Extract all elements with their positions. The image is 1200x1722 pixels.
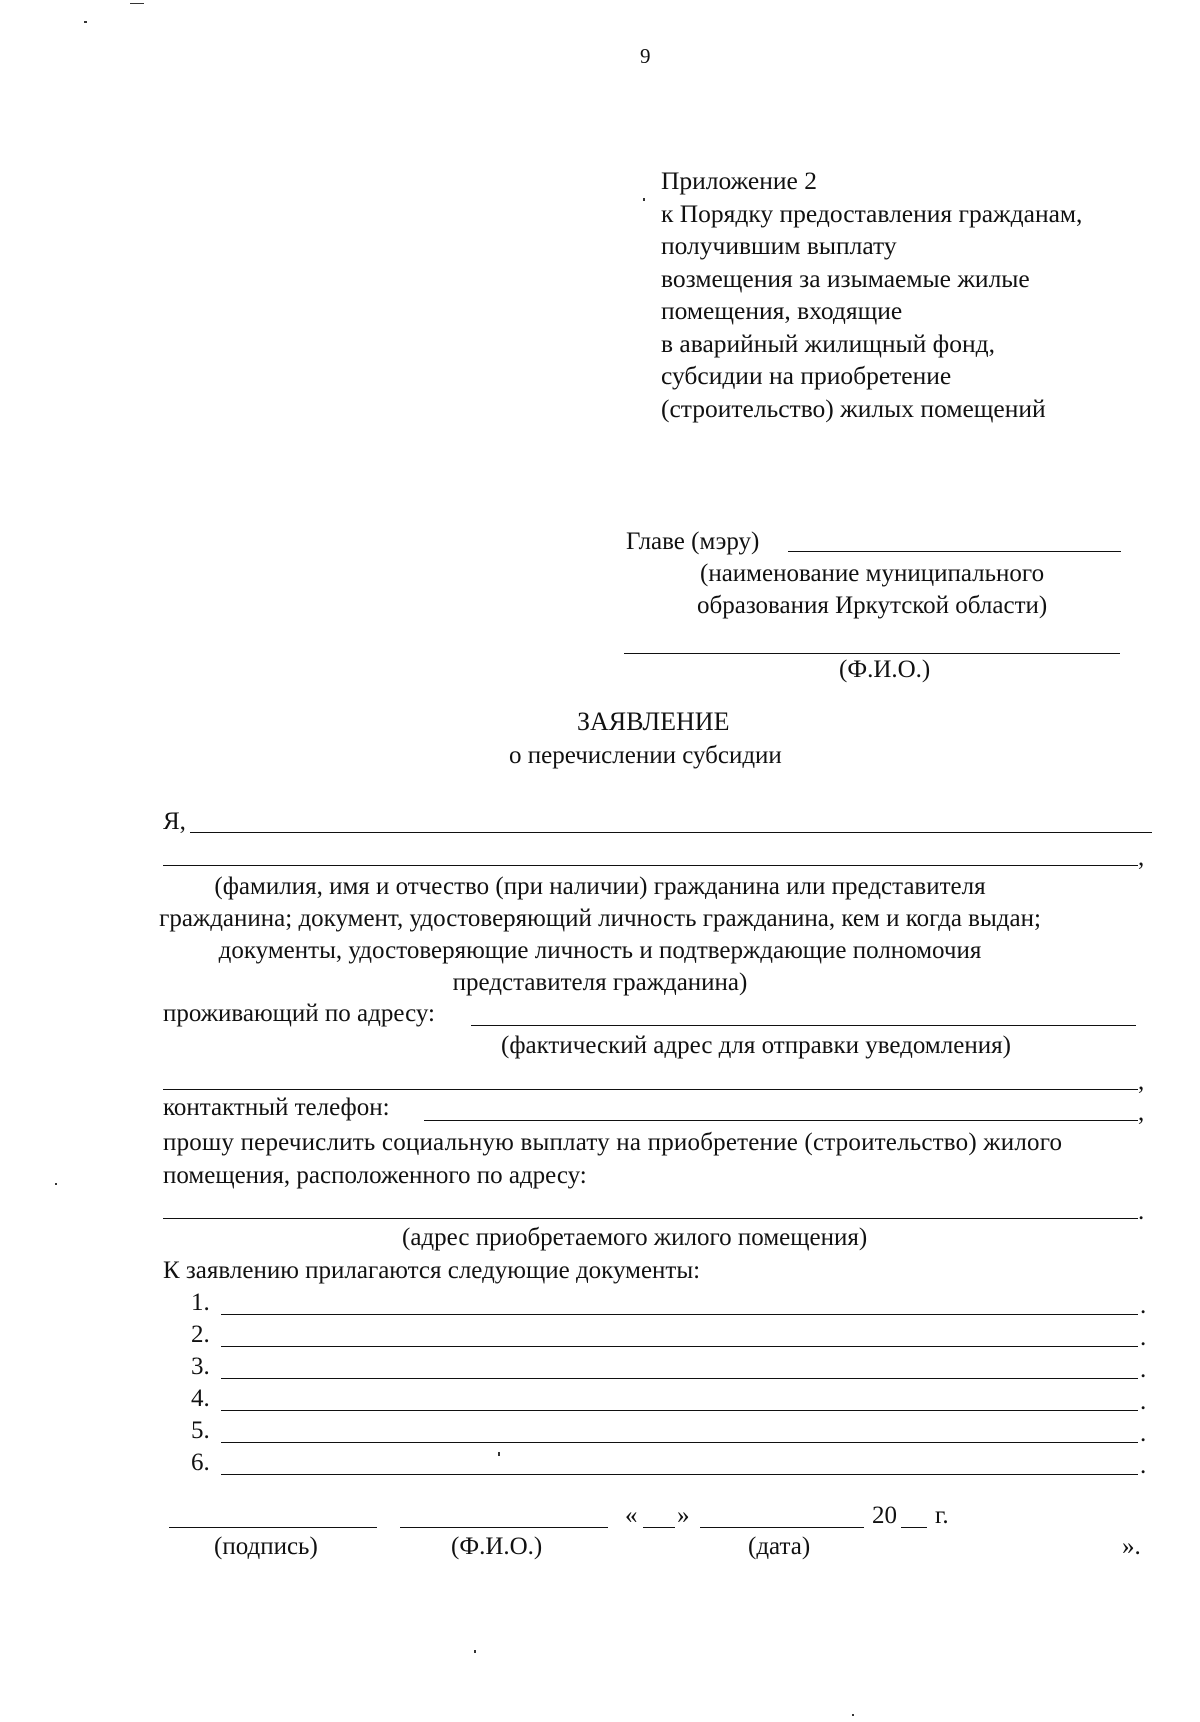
request-line-2: помещения, расположенного по адресу: [163,1162,587,1189]
addressee-label: Главе (мэру) [626,528,760,555]
document-item-number: 6. [191,1449,210,1476]
closing-mark: ». [1122,1533,1141,1560]
residence-hint: (фактический адрес для отправки уведомления) [501,1032,1011,1059]
signature-field[interactable] [169,1527,377,1528]
appendix-line: к Порядку предоставления гражданам, [661,198,1083,228]
document-item-field-1[interactable] [221,1314,1138,1315]
appendix-line: (строительство) жилых помещений [661,393,1046,423]
document-item-field-4[interactable] [221,1410,1138,1411]
scan-speck [474,1650,476,1653]
phone-comma: , [1138,1099,1145,1126]
document-item-number: 5. [191,1417,210,1444]
applicant-hint-4: представителя гражданина) [452,969,748,996]
appendix-line: получившим выплату [661,231,897,260]
applicant-name-field[interactable] [190,832,1152,833]
property-address-hint: (адрес приобретаемого жилого помещения) [402,1224,868,1251]
scan-speck [498,1452,500,1456]
document-item-number: 4. [191,1385,210,1412]
documents-label: К заявлению прилагаются следующие документы: [163,1257,701,1284]
page-number: 9 [640,44,651,68]
applicant-prefix: Я, [163,808,186,835]
appendix-header [661,165,1082,425]
residence-address-field[interactable] [471,1025,1136,1026]
document-item-period: . [1140,1452,1147,1479]
document-item-period: . [1140,1324,1147,1351]
scan-speck [55,1183,57,1185]
property-address-field[interactable] [163,1218,1138,1219]
date-year-suffix: г. [935,1502,949,1529]
applicant-name-field-2[interactable] [163,865,1138,866]
document-item-field-5[interactable] [221,1442,1138,1443]
document-item-number: 3. [191,1353,210,1380]
appendix-line: Приложение 2 [661,166,817,195]
appendix-line: субсидии на приобретение [661,361,952,390]
date-quote-close: » [677,1502,690,1529]
request-line-1: прошу перечислить социальную выплату на приобретение (строительство) жилого [163,1129,1063,1156]
municipality-hint-2: образования Иркутской области) [697,592,1048,619]
document-item-number: 1. [191,1289,210,1316]
date-hint: (дата) [748,1533,811,1560]
document-item-field-3[interactable] [221,1378,1138,1379]
appendix-line: возмещения за изымаемые жилые [661,263,1030,293]
document-item-period: . [1140,1356,1147,1383]
document-title: ЗАЯВЛЕНИЕ [577,707,730,736]
applicant-comma: , [1138,844,1145,871]
signature-hint: (подпись) [214,1533,318,1560]
residence-comma: , [1138,1068,1145,1095]
date-year-prefix: 20 [872,1502,897,1529]
scan-speck [852,1714,854,1716]
applicant-hint-2: гражданина; документ, удостоверяющий личность гражданина, кем и когда выдан; [159,905,1041,932]
document-item-period: . [1140,1420,1147,1447]
scan-speck [643,198,645,201]
document-item-field-6[interactable] [221,1474,1138,1475]
date-year-field[interactable] [901,1527,927,1528]
appendix-line: в аварийный жилищный фонд, [661,328,995,358]
signature-fio-hint: (Ф.И.О.) [451,1533,543,1560]
applicant-hint-3: документы, удостоверяющие личность и подтверждающие полномочия [218,937,982,964]
scan-speck [130,3,144,4]
document-item-period: . [1140,1292,1147,1319]
mayor-name-field[interactable] [788,551,1121,552]
signature-fio-field[interactable] [400,1527,608,1528]
applicant-hint-1: (фамилия, имя и отчество (при наличии) гражданина или представителя [214,873,986,900]
residence-address-field-2[interactable] [163,1089,1138,1090]
appendix-line: помещения, входящие [661,296,903,325]
date-day-field[interactable] [643,1527,675,1528]
date-month-field[interactable] [700,1527,864,1528]
date-quote-open: « [625,1502,638,1529]
scan-speck [84,21,87,23]
document-item-period: . [1140,1388,1147,1415]
fio-hint: (Ф.И.О.) [839,656,931,683]
residence-label: проживающий по адресу: [163,1000,435,1027]
document-item-field-2[interactable] [221,1346,1138,1347]
document-item-number: 2. [191,1321,210,1348]
phone-field[interactable] [424,1120,1138,1121]
phone-label: контактный телефон: [163,1094,390,1121]
document-subtitle: о перечислении субсидии [509,742,782,769]
municipality-hint-1: (наименование муниципального [700,560,1045,587]
request-period: . [1138,1198,1145,1225]
